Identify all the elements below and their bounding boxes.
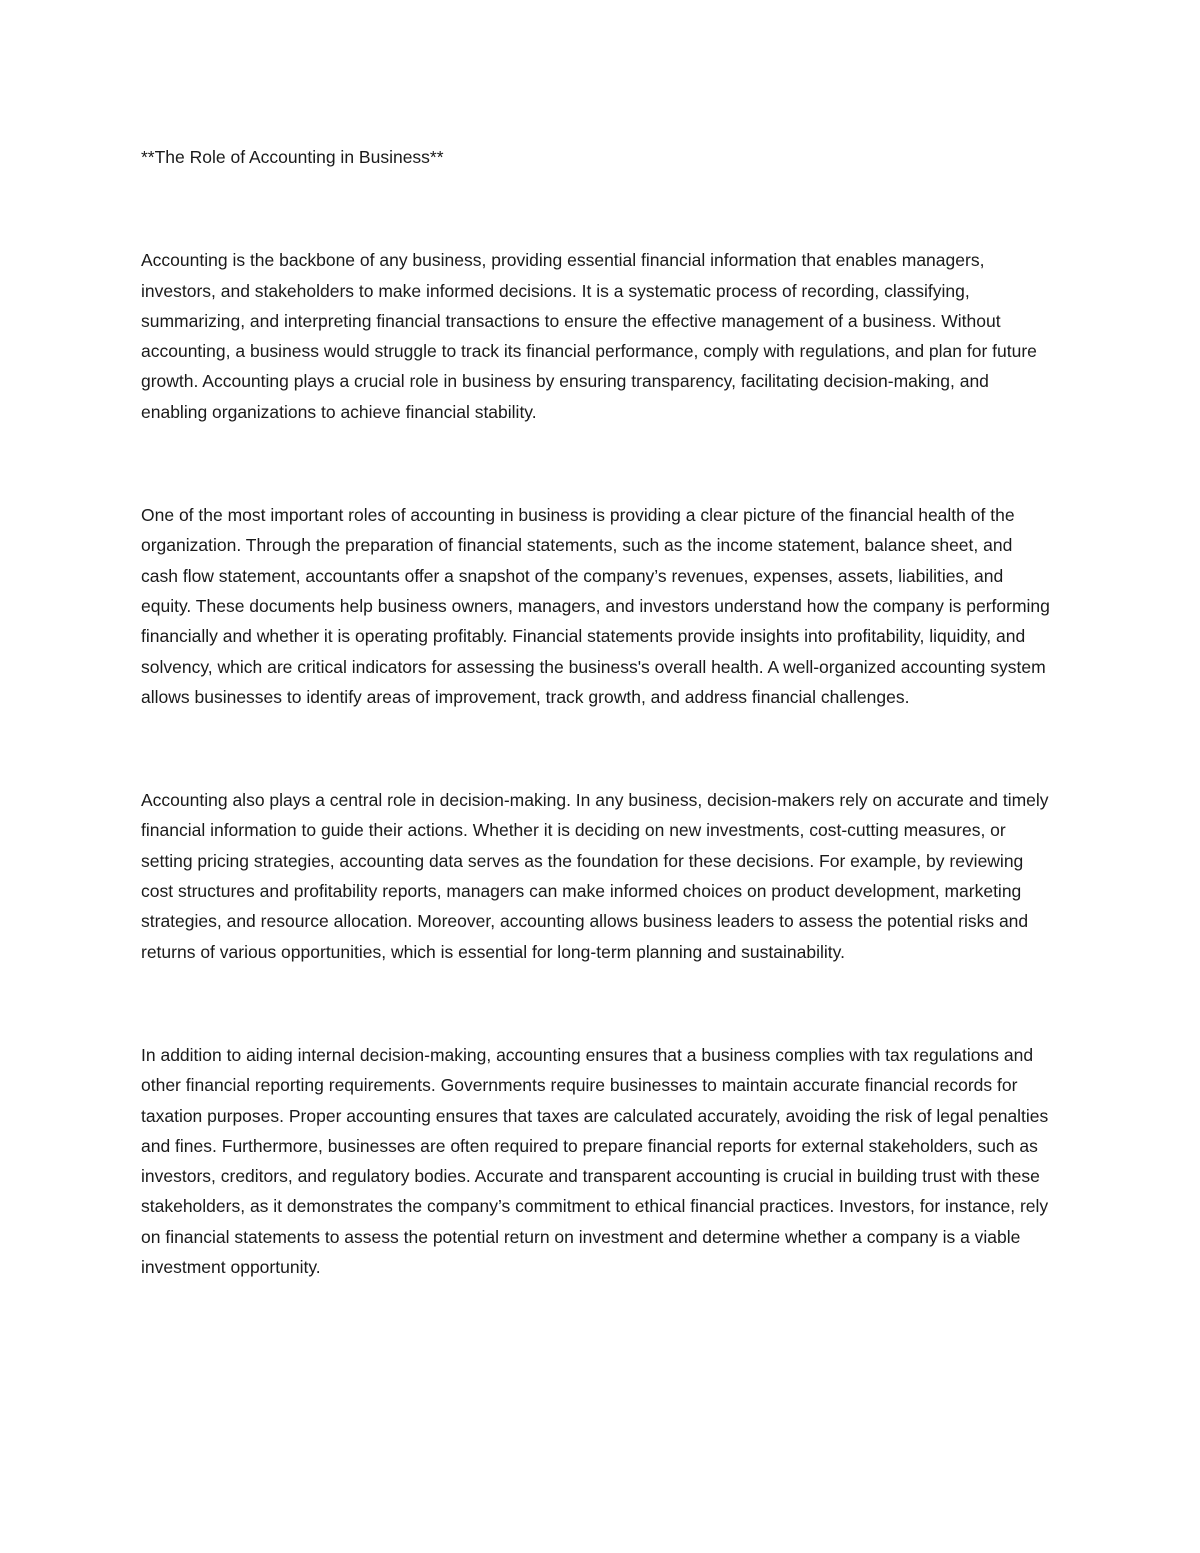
document-title: **The Role of Accounting in Business**: [141, 147, 444, 167]
paragraph-decision-making: Accounting also plays a central role in decision-making. In any business, decision-makers rely on accurate and timely financial information to guide their actions. Whether it is deciding on new investments, cost-cutting measures, or setting pricing strategies, accounting data serves as the foundation for these decisions. For example, by reviewing cost structures and profitability reports, managers can make informed choices on product development, marketing strategies, and resource allocation. Moreover, accounting allows business leaders to assess the potential risks and returns of various opportunities, which is essential for long-term planning and sustainability.: [141, 790, 1049, 962]
paragraph-intro: Accounting is the backbone of any business, providing essential financial information that enables managers, investors, and stakeholders to make informed decisions. It is a systematic process of recording, classifying, summarizing, and interpreting financial transactions to ensure the effective management of a business. Without accounting, a business would struggle to track its financial performance, comply with regulations, and plan for future growth. Accounting plays a crucial role in business by ensuring transparency, facilitating decision-making, and enabling organizations to achieve financial stability.: [141, 250, 1037, 422]
paragraph-compliance: In addition to aiding internal decision-making, accounting ensures that a business complies with tax regulations and other financial reporting requirements. Governments require businesses to maintain accurate financial records for taxation purposes. Proper accounting ensures that taxes are calculated accurately, avoiding the risk of legal penalties and fines. Furthermore, businesses are often required to prepare financial reports for external stakeholders, such as investors, creditors, and regulatory bodies. Accurate and transparent accounting is crucial in building trust with these stakeholders, as it demonstrates the company’s commitment to ethical financial practices. Investors, for instance, rely on financial statements to assess the potential return on investment and determine whether a company is a viable investment opportunity.: [141, 1044, 1049, 1278]
paragraph-financial-health: One of the most important roles of accounting in business is providing a clear picture of the financial health of the organization. Through the preparation of financial statements, such as the income statement, balance sheet, and cash flow statement, accountants offer a snapshot of the company’s revenues, expenses, assets, liabilities, and equity. These documents help business owners, managers, and investors understand how the company is performing financially and whether it is operating profitably. Financial statements provide insights into profitability, liquidity, and solvency, which are critical indicators for assessing the business's overall health. A well-organized accounting system allows businesses to identify areas of improvement, track growth, and address financial challenges.: [141, 505, 1050, 707]
document-body: [141, 142, 1053, 1282]
